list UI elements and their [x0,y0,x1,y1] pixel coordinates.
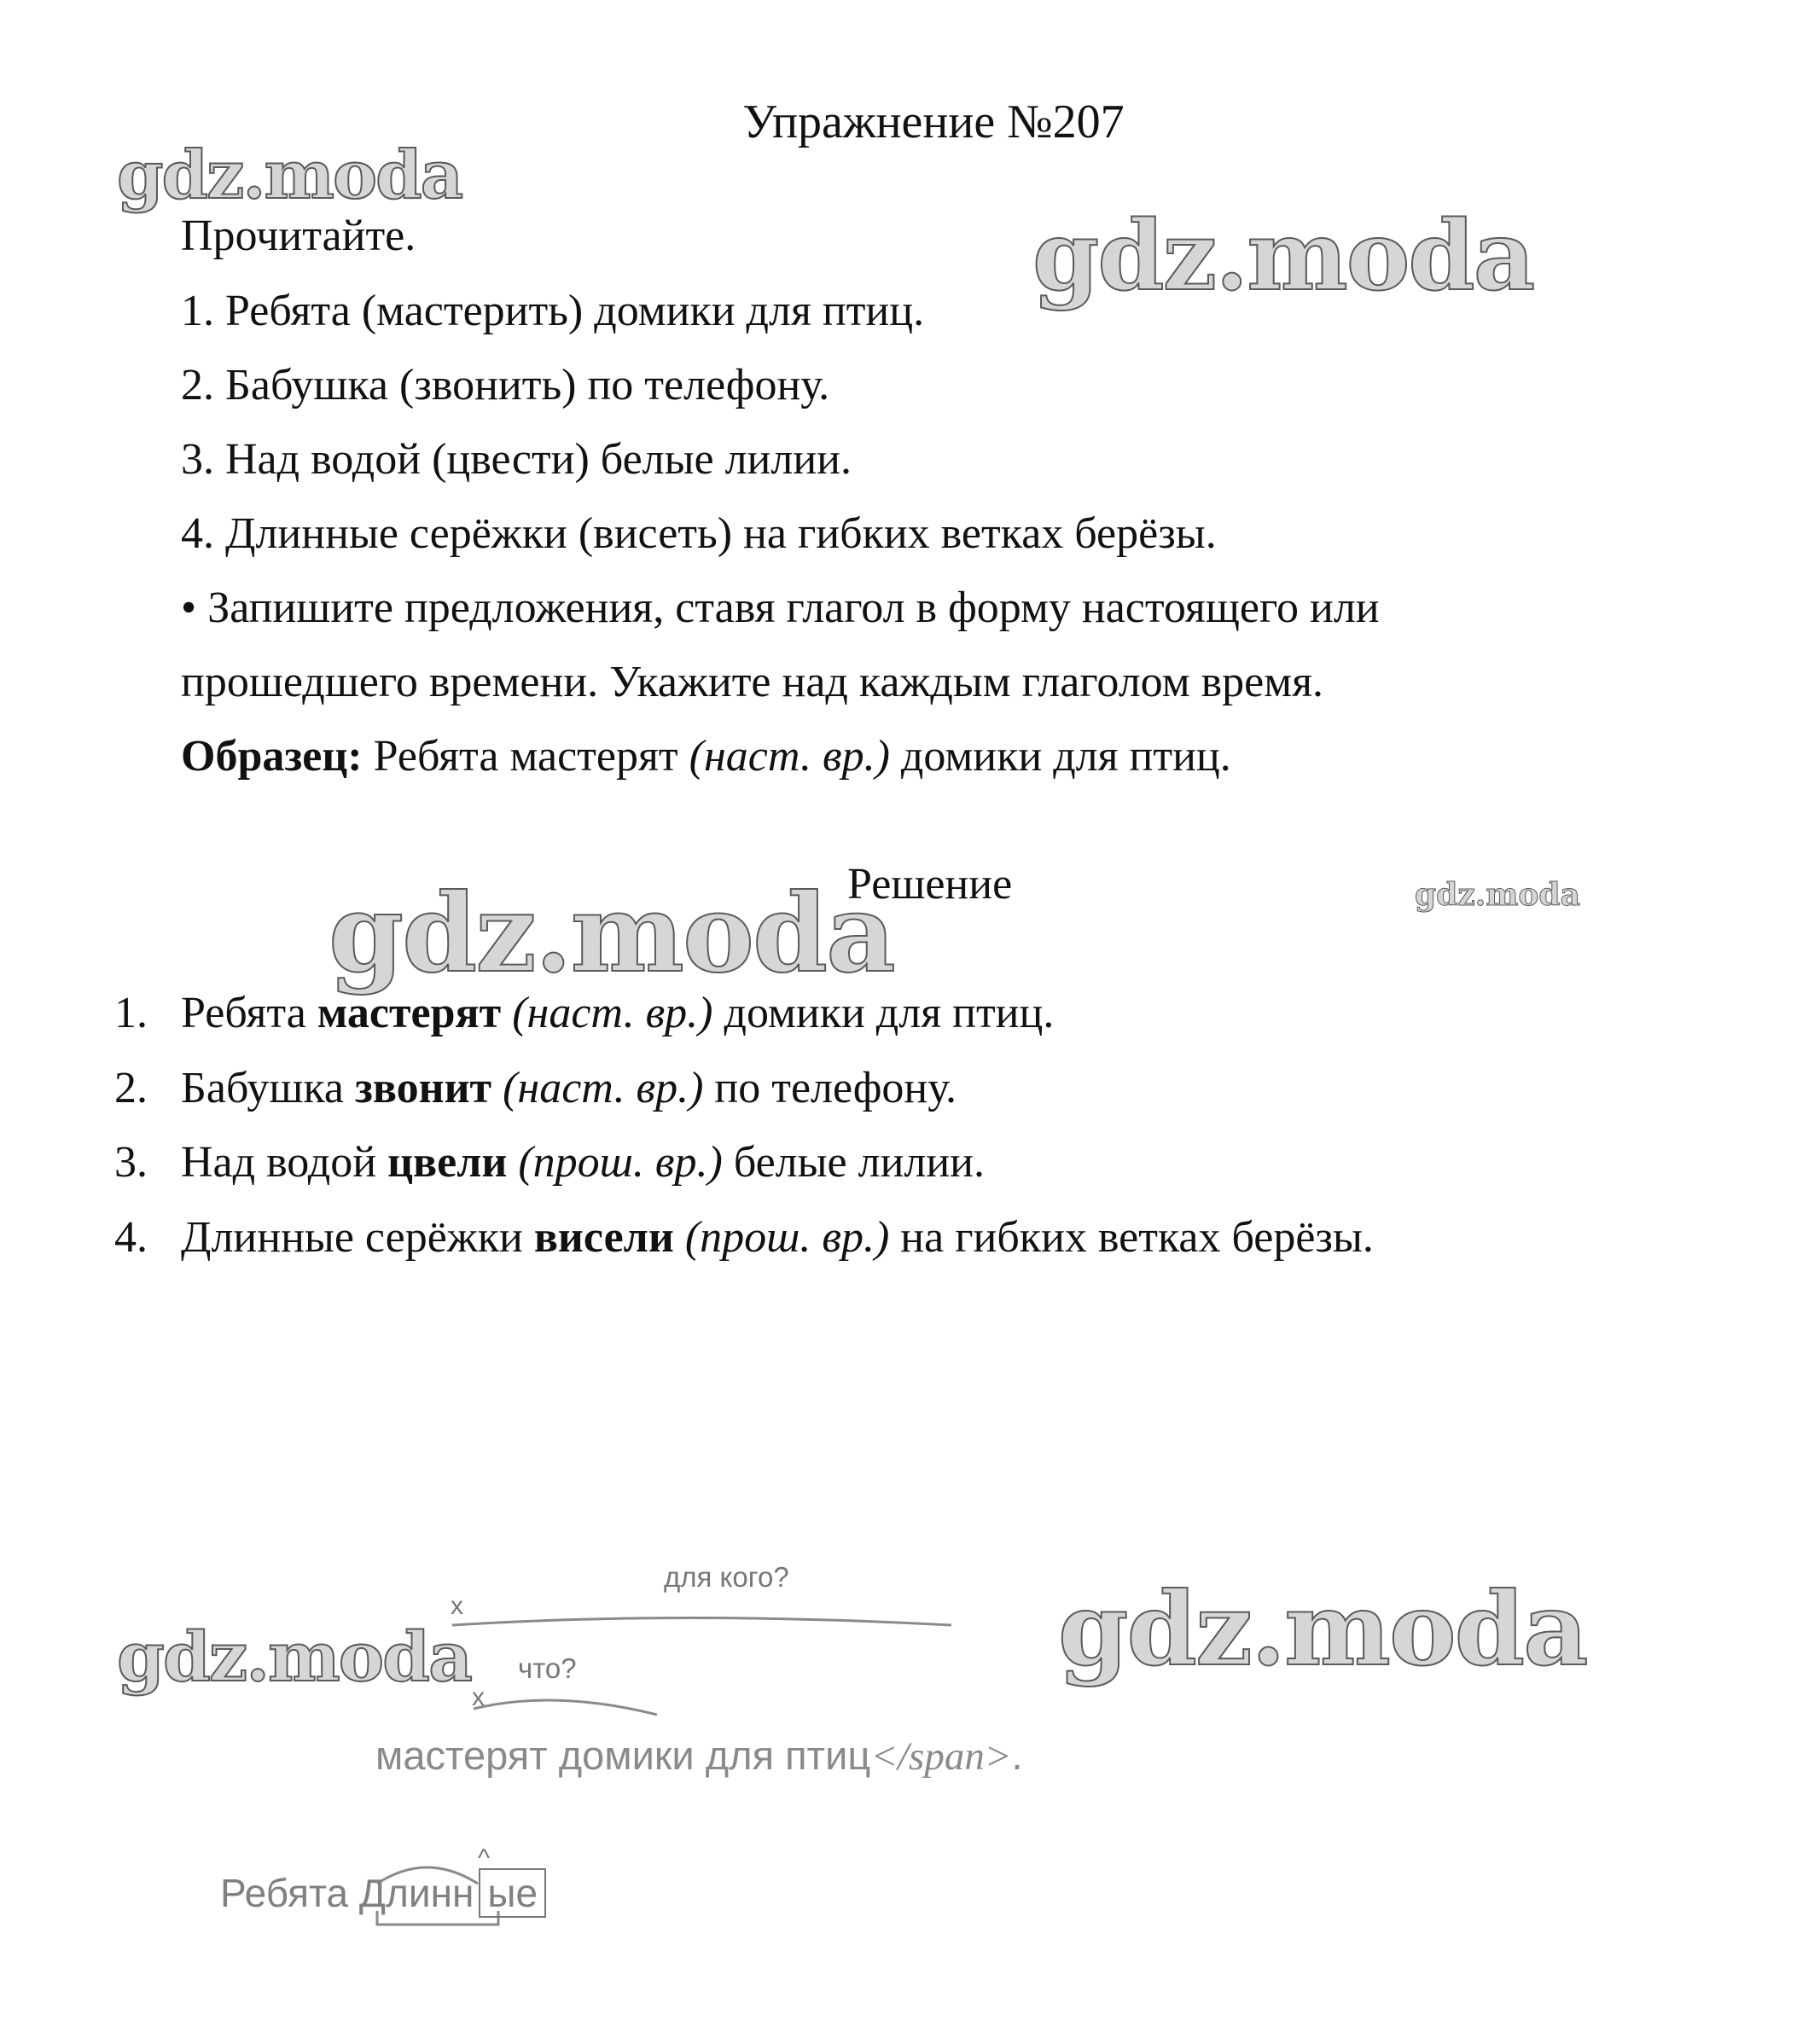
answer-text: Над водой [181,1138,388,1187]
watermark-logo: gdz.moda [1415,877,1580,913]
answer-text: Ребята [181,989,317,1037]
sketch-mark: x [451,1592,463,1620]
watermark-logo: gdz.moda [117,1617,471,1697]
answer-number: 4. [114,1212,148,1262]
answer-text: на гибких ветках берёзы. [889,1212,1374,1262]
task-sentence: 2. Бабушка (звонить) по телефону. [181,361,830,409]
sketch-word-parse [220,1868,546,1918]
sketch-mark: x [472,1683,485,1711]
task-sentence: 4. Длинные серёжки (висеть) на гибких ветках берёзы. [181,509,1217,558]
answer-tense-note: (наст. вр.) [491,1063,704,1112]
sketch-question: для кого? [664,1561,789,1593]
answer-verb: мастерят [317,989,502,1037]
sketch-sentence [375,1732,1023,1780]
answer-verb: звонит [355,1063,492,1112]
watermark-logo: gdz.moda [329,870,894,996]
sample-text: Ребята мастерят [362,732,689,781]
task-instruction: прошедшего времени. Укажите над каждым глаголом время. [181,658,1324,706]
sketch-word-stem: Длинн [358,1871,474,1915]
answer-number: 3. [114,1138,148,1187]
watermark-logo: gdz.moda [117,136,462,214]
exercise-title: Упражнение №207 [742,96,1125,148]
sample-tense-note: (наст. вр.) [689,732,890,781]
sketch-html-tag: </span> [870,1734,1012,1779]
answer-verb: висели [533,1212,674,1262]
answer-tense-note: (прош. вр.) [673,1212,890,1262]
task-instruction: • Запишите предложения, ставя глагол в форму настоящего или [181,584,1380,632]
question-arc [452,1618,951,1626]
answer-tense-note: (прош. вр.) [507,1138,723,1187]
sketch-question: что? [518,1652,577,1684]
caret-mark: ^ [478,1844,491,1873]
task-sentence: 1. Ребята (мастерить) домики для птиц. [181,287,925,335]
watermark-logo: gdz.moda [1032,200,1534,312]
watermark-logo: gdz.moda [1058,1570,1587,1688]
sketch-sentence-text: мастерят домики для птиц [375,1733,871,1778]
answer-text: белые лилии. [722,1138,986,1187]
question-arc [474,1700,657,1715]
task-sentence: 3. Над водой (цвести) белые лилии. [181,435,852,484]
answer-text: Длинные серёжки [181,1212,534,1262]
solution-heading: Решение [847,860,1013,909]
sample-label: Образец: [181,732,363,781]
answer-text: Бабушка [181,1063,356,1112]
answer-tense-note: (наст. вр.) [501,989,713,1037]
answer-number: 2. [114,1063,148,1112]
answer-number: 1. [114,989,148,1037]
answer-text: по телефону. [703,1063,957,1112]
sketch-word-ending: ые [479,1868,546,1918]
sketch-word: Ребята [220,1871,349,1915]
answer-text: домики для птиц. [712,989,1055,1037]
sketch-sentence-end: . [1011,1733,1023,1778]
answer-verb: цвели [387,1138,508,1187]
sample-text: домики для птиц. [889,732,1231,781]
task-intro: Прочитайте. [181,212,416,260]
